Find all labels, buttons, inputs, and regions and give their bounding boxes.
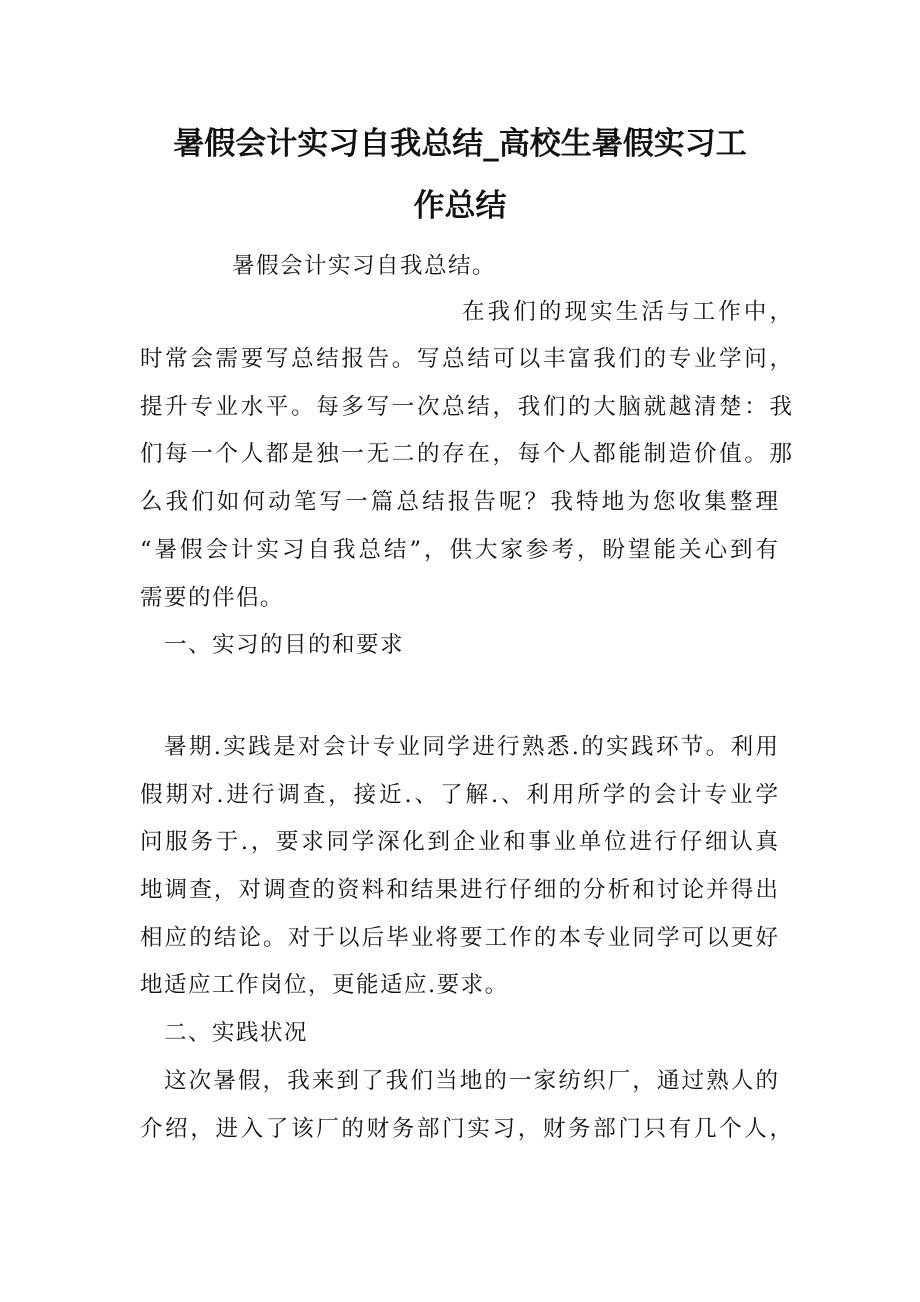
title-line-2: 作总结 [413,188,507,224]
intro-line: 们每一个人都是独一无二的存在，每个人都能制造价值。那 [140,441,792,467]
intro-line: 提升专业水平。每多写一次总结，我们的大脑就越清楚：我 [140,394,792,420]
section-heading: 二、实践状况 [164,1020,309,1046]
document-title [140,113,780,237]
intro-line: 在我们的现实生活与工作中， [462,299,792,325]
section-heading: 一、实习的目的和要求 [164,632,405,658]
subtitle: 暑假会计实习自我总结。 [232,253,497,279]
paragraph-line: 问服务于.，要求同学深化到企业和事业单位进行仔细认真 [140,829,778,855]
paragraph-line: 假期对.进行调查，接近.、了解.、利用所学的会计专业学 [140,782,778,808]
paragraph-line: 地调查，对调查的资料和结果进行仔细的分析和讨论并得出 [140,877,778,903]
paragraph-line: 暑期.实践是对会计专业同学进行熟悉.的实践环节。利用 [164,734,778,760]
intro-line: 时常会需要写总结报告。写总结可以丰富我们的专业学问， [140,346,792,372]
paragraph-line: 相应的结论。对于以后毕业将要工作的本专业同学可以更好 [140,925,778,951]
intro-line: 需要的伴侣。 [140,585,285,611]
paragraph-line: 这次暑假，我来到了我们当地的一家纺织厂，通过熟人的 [164,1068,778,1094]
paragraph-line: 地适应工作岗位，更能适应.要求。 [140,972,509,998]
intro-line: 么我们如何动笔写一篇总结报告呢？我特地为您收集整理 [140,489,778,515]
paragraph-line: 介绍，进入了该厂的财务部门实习，财务部门只有几个人， [140,1116,792,1142]
intro-line: “暑假会计实习自我总结”，供大家参考，盼望能关心到有 [140,537,778,563]
title-line-1: 暑假会计实习自我总结_高校生暑假实习工 [173,126,747,162]
